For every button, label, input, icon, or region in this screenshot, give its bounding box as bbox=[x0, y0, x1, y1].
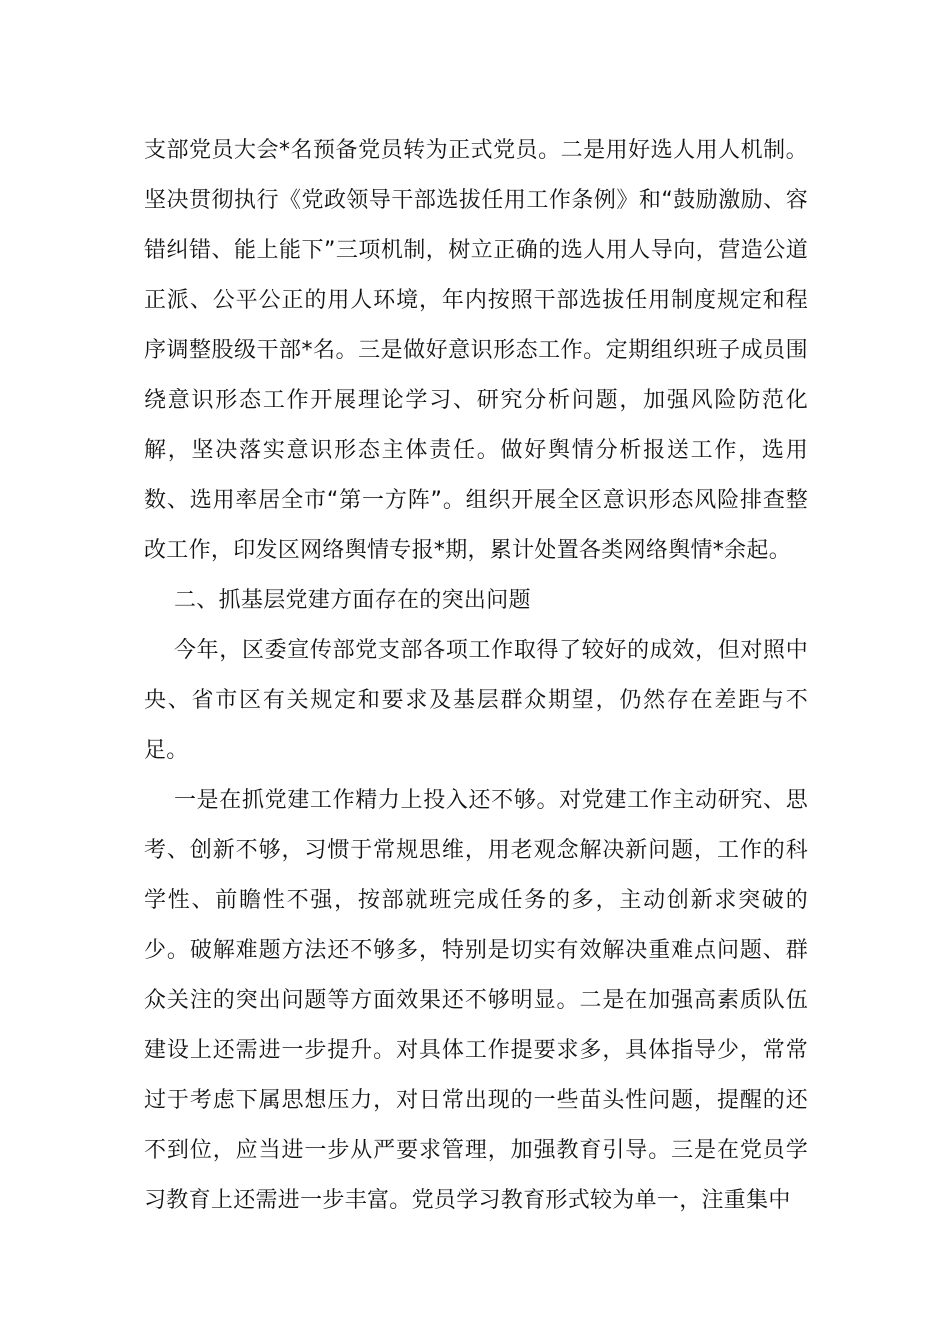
paragraph-issues: 一是在抓党建工作精力上投入还不够。对党建工作主动研究、思考、创新不够，习惯于常规思维，用老观念解决新问题，工作的科学性、前瞻性不强，按部就班完成任务的多，主动创新求突破的少。破解难题方法还不够多，特别是切实有效解决重难点问题、群众关注的突出问题等方面效果还不够明显。二是在加强高素质队伍建设上还需进一步提升。对具体工作提要求多，具体指导少，常常过于考虑下属思想压力，对日常出现的一些苗头性问题，提醒的还不到位，应当进一步从严要求管理，加强教育引导。三是在党员学习教育上还需进一步丰富。党员学习教育形式较为单一，注重集中 bbox=[144, 788, 808, 1213]
section-heading: 二、抓基层党建方面存在的突出问题 bbox=[174, 588, 531, 613]
paragraph-intro: 今年，区委宣传部党支部各项工作取得了较好的成效，但对照中央、省市区有关规定和要求及基层群众期望，仍然存在差距与不足。 bbox=[144, 638, 808, 763]
paragraph-continuation: 支部党员大会*名预备党员转为正式党员。二是用好选人用人机制。坚决贯彻执行《党政领导干部选拔任用工作条例》和“鼓励激励、容错纠错、能上能下”三项机制，树立正确的选人用人导向，营造公道正派、公平公正的用人环境，年内按照干部选拔任用制度规定和程序调整股级干部*名。三是做好意识形态工作。定期组织班子成员围绕意识形态工作开展理论学习、研究分析问题，加强风险防范化解，坚决落实意识形态主体责任。做好舆情分析报送工作，选用数、选用率居全市“第一方阵”。组织开展全区意识形态风险排查整改工作，印发区网络舆情专报*期，累计处置各类网络舆情*余起。 bbox=[144, 138, 808, 563]
document-body bbox=[144, 126, 808, 1226]
